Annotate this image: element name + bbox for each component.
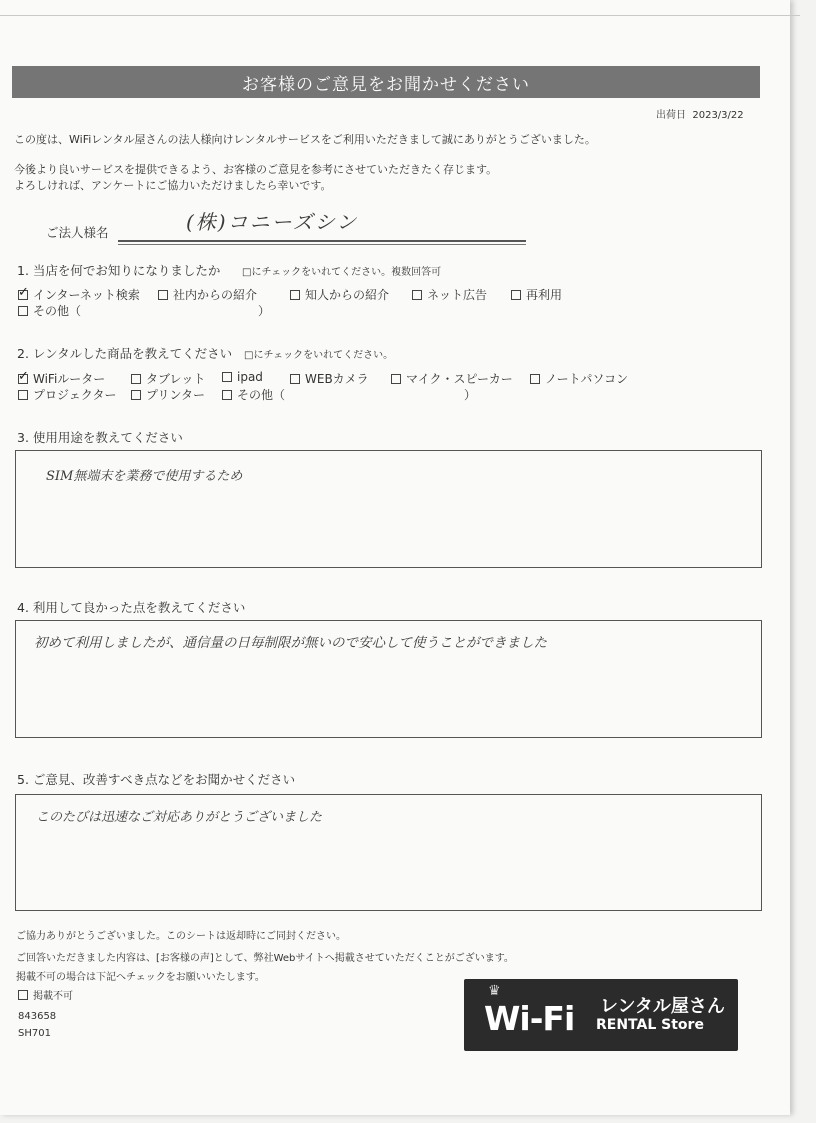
option-label: 社内からの紹介 <box>173 288 258 302</box>
option-label: その他（ <box>33 304 82 318</box>
q5-answer: このたびは迅速なご対応ありがとうございました <box>36 810 323 825</box>
option-label: インターネット検索 <box>33 288 140 302</box>
q2-option-tablet[interactable] <box>131 370 205 387</box>
q2-option-wifi-router[interactable] <box>18 370 105 387</box>
logo-jp-text: レンタル屋さん <box>600 996 725 1017</box>
option-label: WiFiルーター <box>33 372 106 386</box>
footer-thanks: ご協力ありがとうございました。このシートは返却時にご同封ください。 <box>16 931 346 942</box>
q2-option-laptop[interactable] <box>530 370 628 387</box>
option-label: ipad <box>237 370 263 384</box>
product-code: SH701 <box>18 1028 51 1039</box>
page-title: お客様のご意見をお聞かせください <box>12 66 760 98</box>
q2-option-mic-speaker[interactable] <box>391 370 513 387</box>
q2-option-web-camera[interactable] <box>290 370 369 387</box>
q2-other-close: ） <box>464 388 477 402</box>
intro-line-1: この度は、WiFiレンタル屋さんの法人様向けレンタルサービスをご利用いただきまして誠にありがとうございました。 <box>14 133 596 146</box>
checkmark-icon: ✓ <box>18 285 29 300</box>
checkmark-icon: ✓ <box>18 369 29 384</box>
option-label: 知人からの紹介 <box>305 288 390 302</box>
q5-title: 5. ご意見、改善すべき点などをお聞かせください <box>17 772 296 787</box>
q1-option-other[interactable] <box>18 302 81 319</box>
checkbox-icon[interactable] <box>18 990 28 1000</box>
option-label: ネット広告 <box>427 288 488 302</box>
option-label: プロジェクター <box>33 388 117 402</box>
company-name-underline <box>118 240 526 242</box>
option-label: タブレット <box>146 372 206 386</box>
checkbox-icon[interactable] <box>290 290 300 300</box>
option-label: マイク・スピーカー <box>406 372 513 386</box>
q2-option-projector[interactable] <box>18 386 117 403</box>
ship-date-value: 2023/3/22 <box>692 110 744 121</box>
ship-date-label: 出荷日 <box>656 110 686 121</box>
checkbox-icon[interactable] <box>18 306 28 316</box>
company-name-underline-2 <box>118 244 526 245</box>
q3-answer-box[interactable] <box>15 450 762 568</box>
checkbox-icon[interactable] <box>18 390 28 400</box>
q1-option-internal-referral[interactable] <box>158 286 257 303</box>
checkbox-icon[interactable] <box>131 374 141 384</box>
customer-code: 843658 <box>18 1011 57 1022</box>
option-label: WEBカメラ <box>305 372 369 386</box>
q4-answer: 初めて利用しましたが、通信量の日毎制限が無いので安心して使うことができました <box>34 635 547 651</box>
intro-line-2: 今後より良いサービスを提供できるよう、お客様のご意見を参考にさせていただきたく存じます。 <box>14 163 498 176</box>
logo-wifi-text: Wi-Fi <box>484 999 575 1038</box>
checkbox-icon[interactable] <box>530 374 540 384</box>
intro-line-3: よろしければ、アンケートにご協力いただけましたら幸いです。 <box>14 179 332 192</box>
opt-out-checkbox[interactable] <box>18 987 73 1002</box>
option-label: プリンター <box>146 388 206 402</box>
q2-note: □にチェックをいれてください。 <box>244 350 394 361</box>
q1-option-acquaintance[interactable] <box>290 286 389 303</box>
brand-logo <box>464 979 738 1051</box>
checkbox-icon[interactable] <box>222 390 232 400</box>
crown-mascot-icon: ♛ <box>488 983 501 999</box>
q4-answer-box[interactable] <box>15 620 762 738</box>
paper-fold-line <box>0 15 800 16</box>
checkbox-icon[interactable] <box>222 372 232 382</box>
q2-option-other[interactable] <box>222 386 285 403</box>
opt-out-label: 掲載不可 <box>33 991 73 1002</box>
option-label: ノートパソコン <box>545 372 629 386</box>
q2-option-ipad[interactable] <box>222 370 263 384</box>
q1-other-close: ） <box>258 304 271 318</box>
q4-title: 4. 利用して良かった点を教えてください <box>17 600 246 615</box>
ship-date <box>656 106 744 121</box>
footer-publish-note: ご回答いただきました内容は、[お客様の声]として、弊社Webサイトへ掲載させていただくことがございます。 <box>16 953 514 964</box>
logo-en-text: RENTAL Store <box>596 1017 704 1033</box>
checkbox-icon[interactable] <box>391 374 401 384</box>
footer-opt-out-note: 掲載不可の場合は下記へチェックをお願いいたします。 <box>16 972 265 983</box>
option-label: その他（ <box>237 388 286 402</box>
q5-answer-box[interactable] <box>15 794 762 911</box>
q2-title: 2. レンタルした商品を教えてください <box>17 346 233 361</box>
company-name-label: ご法人様名 <box>46 225 109 240</box>
checkbox-icon[interactable] <box>131 390 141 400</box>
checkbox-icon[interactable] <box>18 285 29 300</box>
checkbox-icon[interactable] <box>18 369 29 384</box>
q3-title: 3. 使用用途を教えてください <box>17 430 183 445</box>
checkbox-icon[interactable] <box>412 290 422 300</box>
q1-option-reuse[interactable] <box>511 286 562 303</box>
q1-title: 1. 当店を何でお知りになりましたか <box>17 263 221 278</box>
q3-answer: SIM無端末を業務で使用するため <box>46 469 243 484</box>
q2-option-printer[interactable] <box>131 386 205 403</box>
checkbox-icon[interactable] <box>158 290 168 300</box>
checkbox-icon[interactable] <box>511 290 521 300</box>
q1-option-net-ad[interactable] <box>412 286 487 303</box>
company-name-value[interactable]: (株)コニーズシン <box>186 210 359 234</box>
checkbox-icon[interactable] <box>290 374 300 384</box>
q1-option-internet[interactable] <box>18 286 140 303</box>
q1-note: □にチェックをいれてください。複数回答可 <box>242 267 442 278</box>
option-label: 再利用 <box>526 288 563 302</box>
